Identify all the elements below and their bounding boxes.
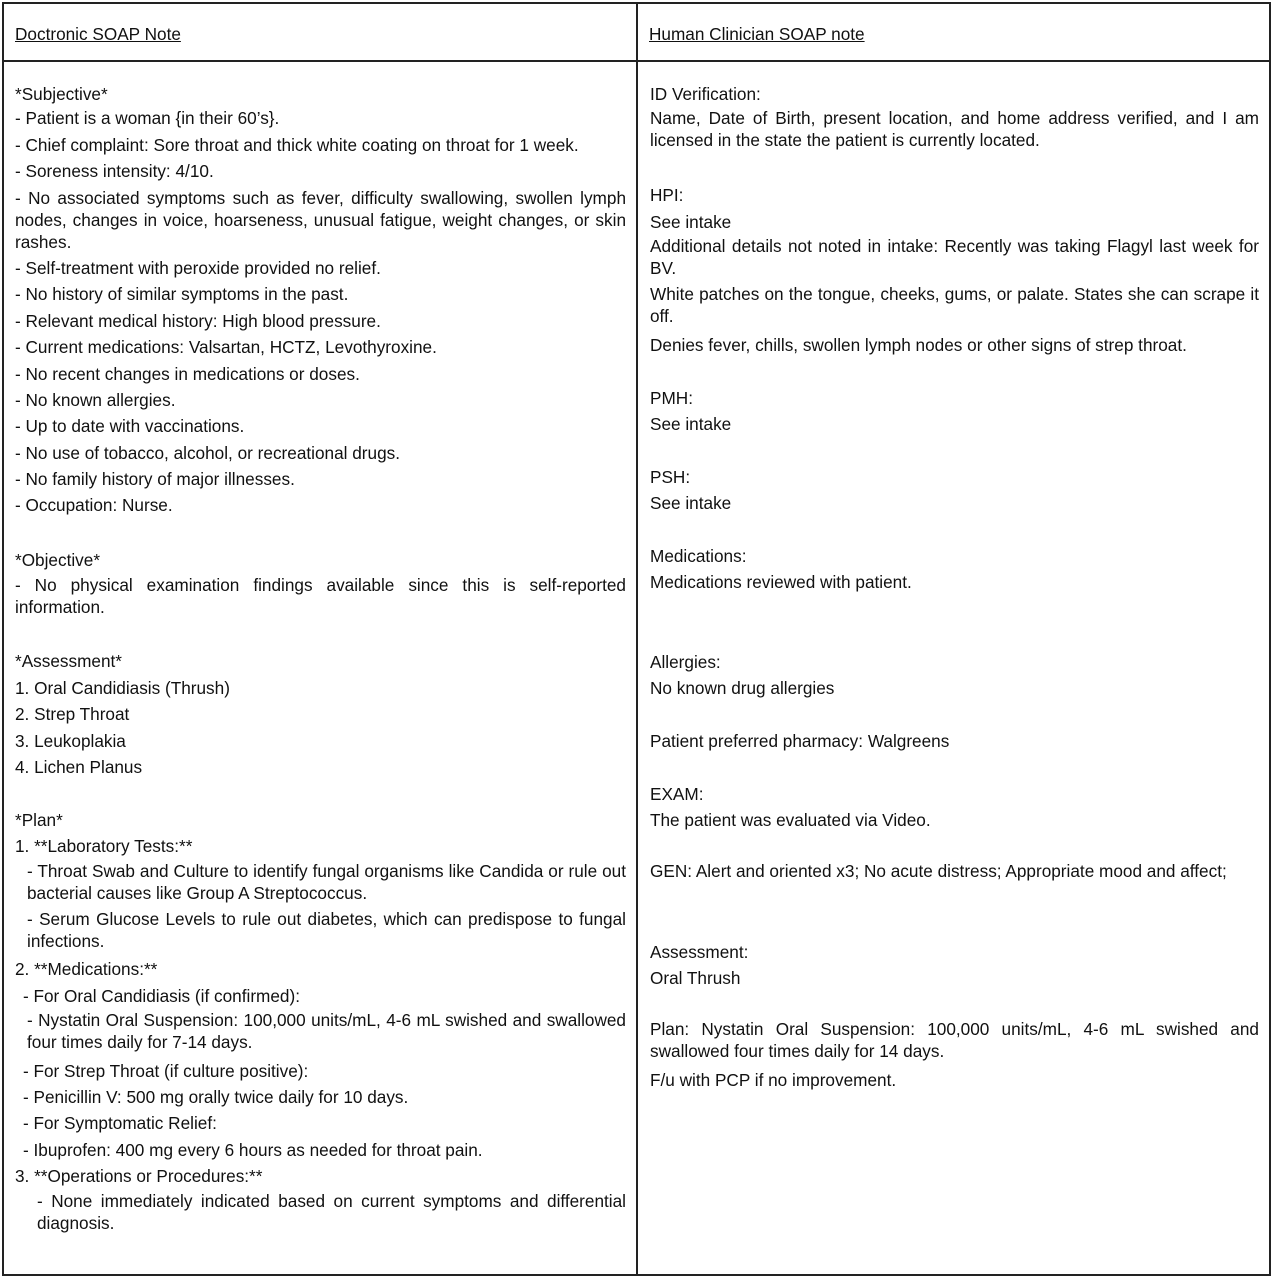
exam-text: The patient was evaluated via Video. [650, 810, 931, 830]
hpi-see: See intake [650, 211, 732, 232]
subjective-item: - Up to date with vaccinations. [15, 416, 245, 437]
plan-lab-glucose: - Serum Glucose Levels to rule out diabetes, which can predispose to fungal infections. [27, 909, 626, 952]
doctronic-note [4, 62, 638, 1274]
hpi-title: HPI: [650, 185, 684, 206]
plan-med-ibuprofen: - Ibuprofen: 400 mg every 6 hours as needed for throat pain. [23, 1139, 483, 1160]
assessment-title: *Assessment* [15, 651, 122, 672]
plan-med-candida: - For Oral Candidiasis (if confirmed): [23, 985, 300, 1006]
subjective-item: - No history of similar symptoms in the past. [15, 284, 349, 305]
plan-ops-title: 3. **Operations or Procedures:** [15, 1166, 263, 1187]
plan-lab-title: 1. **Laboratory Tests:** [15, 836, 193, 857]
subjective-item: - Chief complaint: Sore throat and thick white coating on throat for 1 week. [15, 134, 579, 155]
objective-text: - No physical examination findings available since this is self-reported information. [15, 574, 626, 617]
clinician-header-cell [638, 4, 1269, 62]
subjective-item: - No family history of major illnesses. [15, 469, 295, 490]
subjective-item: - Soreness intensity: 4/10. [15, 161, 214, 182]
psh-title: PSH: [650, 466, 691, 487]
clinician-plan-text: Plan: Nystatin Oral Suspension: 100,000 units/mL, 4-6 mL swished and swallowed four times daily for 14 days. [650, 1019, 1259, 1062]
clinician-header: Human Clinician SOAP note [649, 24, 865, 44]
plan-med-title: 2. **Medications:** [15, 959, 158, 980]
pharmacy-text: Patient preferred pharmacy: Walgreens [650, 730, 950, 751]
medications-text: Medications reviewed with patient. [650, 572, 912, 593]
subjective-item: - No associated symptoms such as fever, difficulty swallowing, swollen lymph nodes, changes in voice, hoarseness, unusual fatigue, weight changes, or skin rashes. [15, 187, 626, 252]
doctronic-header: Doctronic SOAP Note [15, 24, 181, 44]
clinician-note [638, 62, 1269, 1274]
plan-title: *Plan* [15, 809, 63, 830]
id-title: ID Verification: [650, 84, 761, 104]
plan-med-nystatin: - Nystatin Oral Suspension: 100,000 units/mL, 4-6 mL swished and swallowed four times daily for 7-14 days. [27, 1010, 626, 1053]
subjective-item: - No use of tobacco, alcohol, or recreational drugs. [15, 442, 401, 463]
assessment-item: 2. Strep Throat [15, 704, 130, 725]
assessment-item: 4. Lichen Planus [15, 757, 143, 778]
subjective-item: - No known allergies. [15, 389, 176, 410]
allergies-title: Allergies: [650, 651, 721, 672]
pmh-title: PMH: [650, 387, 693, 408]
pmh-text: See intake [650, 413, 732, 434]
plan-med-penicillin: - Penicillin V: 500 mg orally twice daily for 10 days. [23, 1087, 409, 1108]
clinician-assessment-text: Oral Thrush [650, 968, 741, 989]
assessment-item: 1. Oral Candidiasis (Thrush) [15, 677, 230, 698]
hpi-additional: Additional details not noted in intake: Recently was taking Flagyl last week for BV. [650, 236, 1259, 278]
plan-ops-none: - None immediately indicated based on current symptoms and differential diagnosis. [37, 1190, 626, 1233]
subjective-item: - Patient is a woman {in their 60’s}. [15, 108, 280, 129]
medications-title: Medications: [650, 545, 747, 566]
plan-lab-swab: - Throat Swab and Culture to identify fungal organisms like Candida or rule out bacterial causes like Group A Streptococcus. [27, 860, 626, 903]
clinician-assessment-title: Assessment: [650, 941, 749, 962]
subjective-item: - Self-treatment with peroxide provided no relief. [15, 257, 381, 278]
assessment-item: 3. Leukoplakia [15, 730, 126, 751]
psh-text: See intake [650, 493, 732, 514]
subjective-item: - Occupation: Nurse. [15, 495, 173, 516]
subjective-item: - No recent changes in medications or doses. [15, 363, 360, 384]
soap-comparison-table [2, 2, 1271, 1276]
subjective-item: - Relevant medical history: High blood pressure. [15, 310, 381, 331]
allergies-text: No known drug allergies [650, 678, 835, 698]
hpi-denies: Denies fever, chills, swollen lymph nodes or other signs of strep throat. [650, 334, 1187, 355]
subjective-title: *Subjective* [15, 84, 108, 104]
plan-med-strep: - For Strep Throat (if culture positive): [23, 1060, 309, 1081]
objective-title: *Objective* [15, 550, 101, 571]
subjective-item: - Current medications: Valsartan, HCTZ, Levothyroxine. [15, 337, 437, 358]
plan-med-relief: - For Symptomatic Relief: [23, 1113, 217, 1134]
doctronic-header-cell [4, 4, 638, 62]
hpi-patches: White patches on the tongue, cheeks, gums, or palate. States she can scrape it off. [650, 284, 1259, 327]
followup-text: F/u with PCP if no improvement. [650, 1069, 897, 1090]
id-text: Name, Date of Birth, present location, and home address verified, and I am licensed in the state the patient is currently located. [650, 108, 1259, 151]
exam-title: EXAM: [650, 783, 704, 804]
gen-text: GEN: Alert and oriented x3; No acute distress; Appropriate mood and affect; [650, 860, 1227, 881]
